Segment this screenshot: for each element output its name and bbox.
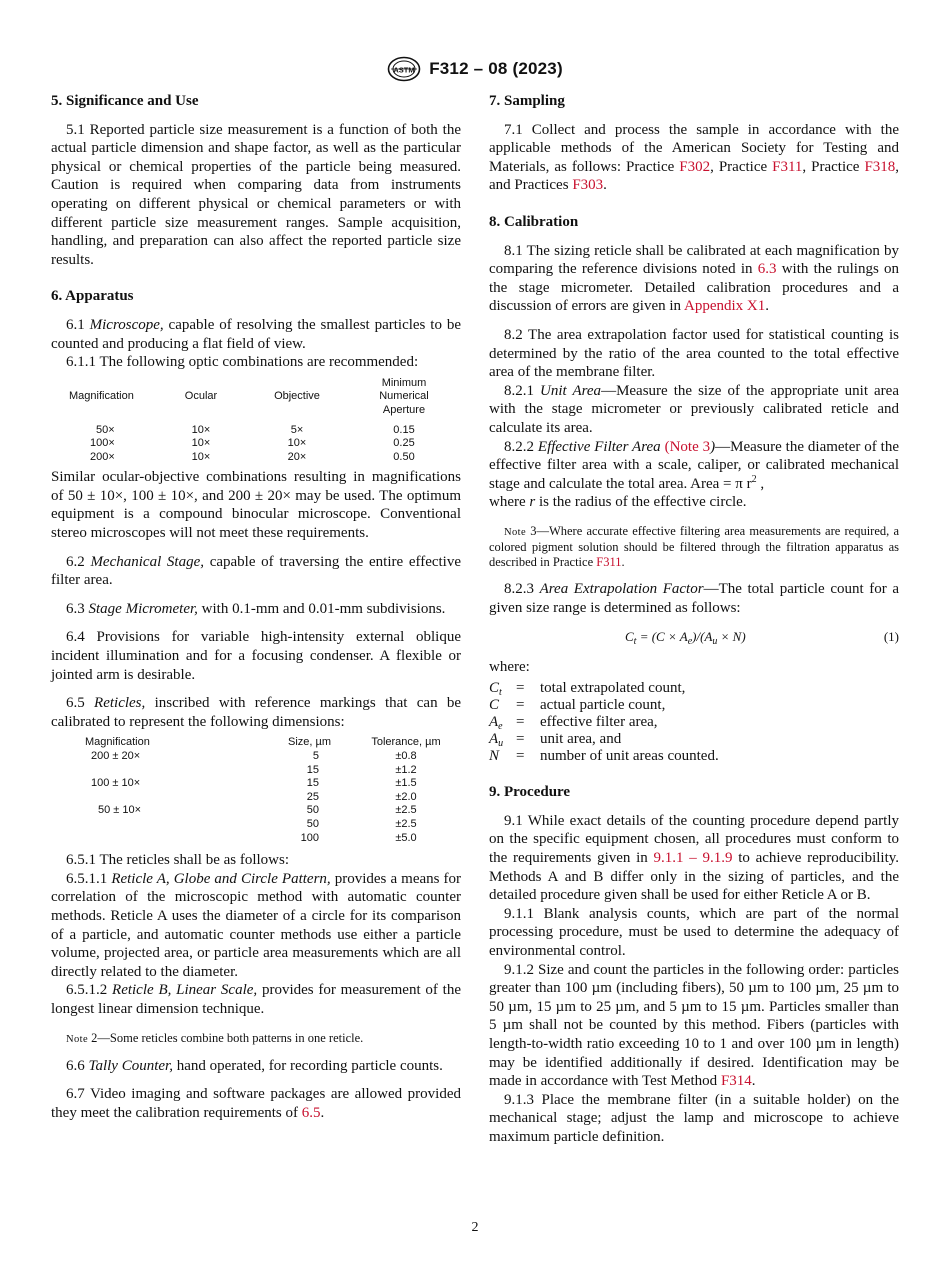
right-column (489, 92, 899, 1147)
para-6-5-1-2: 6.5.1.2 Reticle B, Linear Scale, provides for measurement of the longest linear dimension technique. (51, 982, 462, 1017)
document-title: F312 – 08 (2023) (429, 59, 563, 78)
table-row: 50× 10× 5× 0.15 (96, 423, 415, 436)
para-9-1: 9.1 While exact details of the counting procedure depend partly on the specific equipment chosen, all procedures must conform to the requirements given in 9.1.1 – 9.1.9 to achieve reproducibility. Methods A and B differ only in the sizing of particles, and the detailed procedure given shall be used for either Reticle A or B. (489, 812, 900, 904)
svg-text:ASTM: ASTM (393, 65, 415, 75)
list-item: $C_t$ = total extrapolated count, (489, 680, 686, 699)
table-row: 100 ± 10× 15 ±1.5 (91, 777, 417, 790)
para-6-6: 6.6 Tally Counter, hand operated, for recording particle counts. (66, 1057, 443, 1074)
para-8-2-2-where: where r is the radius of the effective circle. (489, 494, 747, 511)
para-9-1-3: 9.1.3 Place the membrane filter (in a suitable holder) on the mechanical stage; adjust the lamp and microscope to achieve maximum particle definition. (489, 1091, 899, 1145)
reticle-table: Magnification Size, µm Tolerance, µm 200 ± 20× 5 ±0.8 15 ±1.2 100 ± 10× 15 ±1.5 25 ±2.0 50 ± 10× 50 ±2.5 50 ±2.5 100 ±5.0 (51, 736, 461, 845)
astm-logo-icon (387, 56, 421, 82)
list-item: C = actual particle count, (489, 697, 666, 714)
para-8-2-2: 8.2.2 Effective Filter Area (Note 3)—Measure the diameter of the effective filter area with a scale, caliper, or calibrated mechanical stage and calculate the total area. Area = π $r^2$ , (489, 438, 900, 492)
table-row: 50 ± 10× 50 ±2.5 (98, 804, 417, 817)
para-5-1: 5.1 Reported particle size measurement is a function of both the actual particle dimension and shape factor, as well as the particular physical or chemical properties of the particle being measured. Caution is required when comparing data from instruments operating on different physical or chemical parameters or with different particle size measurement ranges. Sample acquisition, handling, and preparation can also affect the reported particle size results. (51, 121, 461, 268)
para-8-1: 8.1 The sizing reticle shall be calibrated at each magnification by comparing the reference divisions noted in 6.3 with the rulings on the stage micrometer. Detailed calibration procedures and a discussion of errors are given in Appendix X1. (489, 242, 899, 315)
link-f314[interactable]: F314 (720, 1073, 752, 1090)
equation-number: (1) (883, 628, 899, 644)
para-6-4: 6.4 Provisions for variable high-intensity external oblique incident illumination and for a focusing condenser. A flexible or jointed arm is desirable. (51, 629, 461, 683)
section-9-heading: 9. Procedure (489, 784, 571, 801)
para-7-1: 7.1 Collect and process the sample in accordance with the applicable methods of the American Society for Testing and Materials, as follows: Practice F302, Practice F311, Practice F318, and Practices F303. (489, 121, 900, 194)
left-column (51, 92, 461, 1122)
para-9-1-2: 9.1.2 Size and count the particles in the following order: particles greater than 100 µm (including fibers), 50 µm to 100 µm, 25 µm to 50 µm, 15 µm to 25 µm, and 5 µm to 15 µm. Particles smaller than 5 µm shall not be counted by this method. Fibers (particles with length-to-width ratio exceeding 10 to 1 and over 100 µm in length) may be identified additionally if desired. Identification may be made in accordance with Test Method F314. (489, 961, 899, 1090)
section-6-heading: 6. Apparatus (51, 288, 134, 305)
variable-list (489, 680, 719, 765)
table-row: 100 ±5.0 (300, 831, 417, 844)
para-9-1-1: 9.1.1 Blank analysis counts, which are part of the normal processing procedure, must be used to determine the adequacy of environmental control. (489, 905, 899, 960)
link-9-1-1-to-9-1-9[interactable]: 9.1.1 – 9.1.9 (653, 850, 733, 867)
page-header (0, 56, 950, 87)
section-7-heading: 7. Sampling (489, 93, 565, 109)
note-3: Note 3—Where accurate effective filtering area measurements are required, a colored pigment solution should be filtered through the filtration apparatus as described in Practice F311. (489, 523, 899, 570)
list-item: $A_u$ = unit area, and (489, 731, 622, 750)
table-row: 100× 10× 10× 0.25 (90, 437, 415, 450)
para-6-1: 6.1 Microscope, capable of resolving the smallest particles to be counted and producing a flat field of view. (51, 316, 461, 352)
where-label: where: (489, 658, 530, 675)
table-row: 15 ±1.2 (306, 763, 417, 776)
para-6-5: 6.5 Reticles, inscribed with reference markings that can be calibrated to represent the following dimensions: (51, 695, 462, 730)
table-row: 200 ± 20× 5 ±0.8 (91, 750, 417, 762)
link-f311-note[interactable]: F311 (596, 555, 622, 570)
table-row: 200× 10× 20× 0.50 (90, 450, 415, 463)
link-f318[interactable]: F318 (864, 158, 896, 175)
para-8-2: 8.2 The area extrapolation factor used for statistical counting is determined by the ratio of the area counted to the total effective area of the membrane filter. (489, 326, 899, 381)
link-appendix-x1[interactable]: Appendix X1 (683, 298, 766, 315)
table-row: 50 ±2.5 (306, 817, 417, 830)
para-8-2-1: 8.2.1 Unit Area—Measure the size of the appropriate unit area with the stage micrometer or previously calibrated reticle and calculate its area. (489, 382, 899, 436)
link-6-5[interactable]: 6.5 (301, 1104, 321, 1121)
note-2: Note 2—Some reticles combine both patterns in one reticle. (66, 1030, 364, 1045)
para-6-5-1-1: 6.5.1.1 Reticle A, Globe and Circle Pattern, provides a means for correlation of the microscopic method with automatic counter methods. Reticle A uses the diameter of a circle for its comparison of a particle, and automatic counter methods use either a particle volume, projected area, or particle area measurements which are all directly related to the diameter. (51, 870, 462, 980)
para-similar-combinations: Similar ocular-objective combinations resulting in magnifications of 50 ± 10×, 100 ± 10×, and 200 ± 20× may be used. The optimum equipment is a compound binocular microscope. Conventional stereo microscopes will not meet these requirements. (51, 469, 461, 542)
section-5-heading: 5. Significance and Use (51, 93, 199, 109)
para-8-2-3: 8.2.3 Area Extrapolation Factor—The total particle count for a given size range is determined as follows: (489, 581, 899, 617)
para-6-7: 6.7 Video imaging and software packages are allowed provided they meet the calibration requirements of 6.5. (51, 1086, 461, 1121)
link-f303[interactable]: F303 (572, 177, 604, 194)
link-f302[interactable]: F302 (679, 158, 711, 175)
para-6-5-1: 6.5.1 The reticles shall be as follows: (66, 852, 290, 869)
link-6-3[interactable]: 6.3 (757, 261, 777, 278)
optics-table: Minimum Magnification Ocular Objective Numerical Aperture 50× 10× 5× 0.15 100× 10× 10× 0.25 200× 10× 20× 0.50 (51, 377, 461, 465)
list-item: $A_e$ = effective filter area, (489, 714, 658, 733)
table-row: 25 ±2.0 (306, 790, 417, 803)
para-6-2: 6.2 Mechanical Stage, capable of traversing the entire effective filter area. (51, 553, 462, 589)
para-6-1-1: 6.1.1 The following optic combinations are recommended: (66, 354, 419, 371)
equation-1 (489, 626, 899, 648)
link-note-3[interactable]: (Note 3 (664, 438, 711, 455)
list-item: N = number of unit areas counted. (489, 748, 719, 765)
section-8-heading: 8. Calibration (489, 213, 579, 230)
page-number: 2 (471, 1220, 479, 1235)
para-6-3: 6.3 Stage Micrometer, with 0.1-mm and 0.01-mm subdivisions. (66, 600, 446, 617)
link-f311[interactable]: F311 (772, 158, 803, 175)
equation-body: $C_t = (C \times A_e)/(A_u \times N)$ (625, 628, 746, 647)
